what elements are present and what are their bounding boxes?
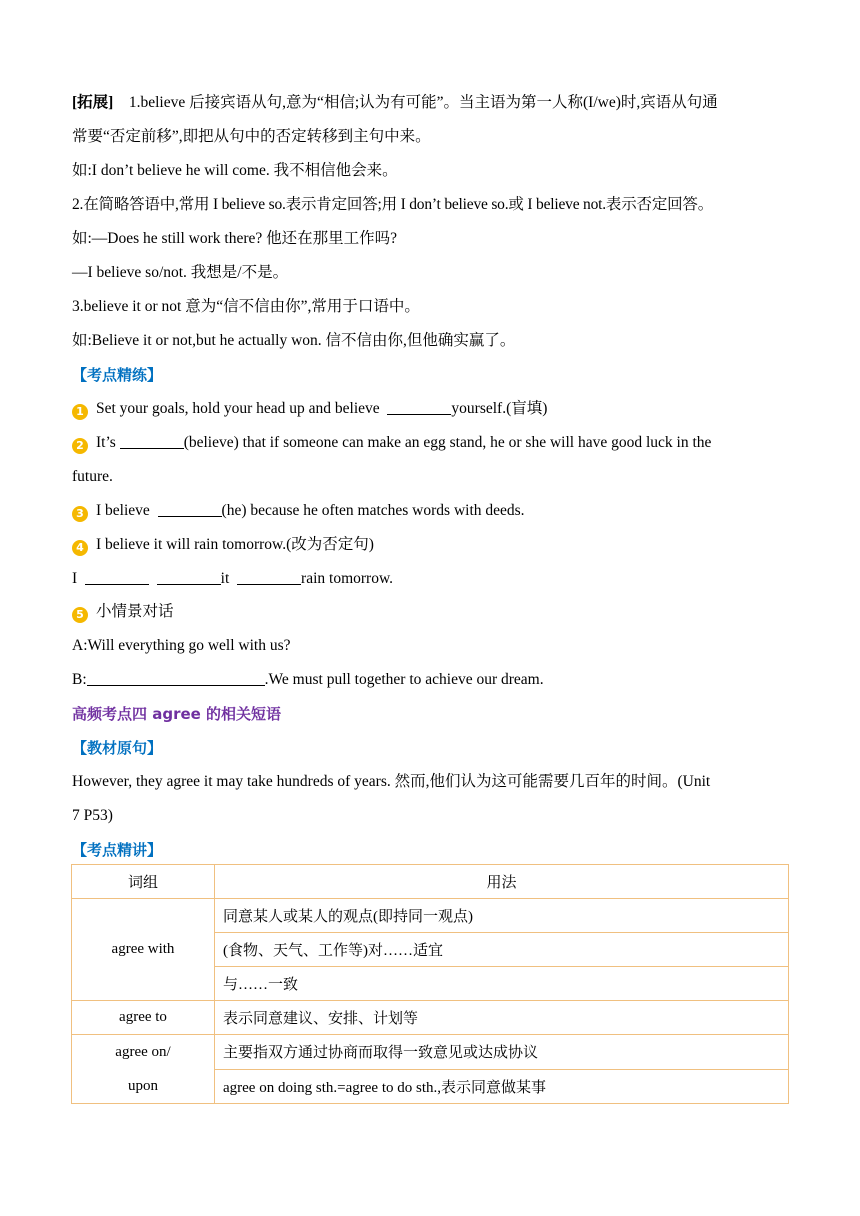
dialogue-line-a: A:Will everything go well with us? [72, 637, 291, 654]
topic-title: 高频考点四 agree 的相关短语 [72, 705, 282, 723]
usage-cell: 与……一致 [215, 967, 789, 1001]
usage-cell: 主要指双方通过协商而取得一致意见或达成协议 [215, 1035, 789, 1070]
expand-paragraph-3: 3.believe it or not 意为“信不信由你”,常用于口语中。 [72, 298, 420, 315]
answer-blank[interactable] [85, 570, 149, 585]
practice-question-5: 5 小情景对话 [72, 601, 800, 623]
expand-p1-line1: 1.believe 后接宾语从句,意为“相信;认为有可能”。当主语为第一人称(I/we)时,宾语从句通 [128, 94, 718, 111]
question-number-badge: 2 [72, 438, 88, 454]
practice-question-4-answer-line: I it rain tomorrow. [72, 570, 394, 587]
table-row [72, 1035, 789, 1070]
answer-blank[interactable] [120, 434, 184, 449]
expand-paragraph-1 [72, 92, 800, 114]
expand-example-2-answer: —I believe so/not. 我想是/不是。 [72, 264, 289, 281]
usage-cell: 同意某人或某人的观点(即持同一观点) [215, 899, 789, 933]
answer-blank[interactable] [158, 502, 222, 517]
question-number-badge: 3 [72, 506, 88, 522]
table-row [72, 1001, 789, 1035]
question-number-badge: 4 [72, 540, 88, 556]
answer-blank[interactable] [387, 400, 451, 415]
question-number-badge: 1 [72, 404, 88, 420]
explain-heading: 【考点精讲】 [72, 841, 163, 859]
dialogue-line-b: B: .We must pull together to achieve our dream. [72, 671, 544, 688]
answer-blank[interactable] [87, 671, 265, 686]
question-number-badge: 5 [72, 607, 88, 623]
source-sentence-line2: 7 P53) [72, 807, 113, 824]
phrase-cell: agree with [72, 899, 215, 1001]
expand-tag: [拓展] [72, 94, 114, 111]
expand-example-3: 如:Believe it or not,but he actually won. 信不信由你,但他确实赢了。 [72, 332, 516, 349]
table-row [72, 899, 789, 933]
header-usage: 用法 [215, 865, 789, 899]
practice-question-3: 3 I believe (he) because he often matches words with deeds. [72, 500, 800, 522]
practice-question-1: 1 Set your goals, hold your head up and believe yourself.(盲填) [72, 398, 800, 420]
expand-p1-line2: 常要“否定前移”,即把从句中的否定转移到主句中来。 [72, 128, 431, 145]
usage-cell: agree on doing sth.=agree to do sth.,表示同意做某事 [215, 1069, 789, 1104]
practice-question-4: 4 I believe it will rain tomorrow.(改为否定句) [72, 534, 800, 556]
answer-blank[interactable] [157, 570, 221, 585]
phrase-cell: agree on/ upon [72, 1035, 215, 1104]
usage-table [71, 864, 789, 1104]
expand-example-1: 如:I don’t believe he will come. 我不相信他会来。 [72, 162, 398, 179]
source-heading: 【教材原句】 [72, 739, 163, 757]
answer-blank[interactable] [237, 570, 301, 585]
usage-cell: (食物、天气、工作等)对……适宜 [215, 933, 789, 967]
practice-question-2-continued: future. [72, 468, 113, 485]
table-header-row [72, 865, 789, 899]
source-sentence-line1: However, they agree it may take hundreds of years. 然而,他们认为这可能需要几百年的时间。(Unit [72, 773, 711, 790]
expand-paragraph-2: 2.在简略答语中,常用 I believe so.表示肯定回答;用 I don’t believe so.或 I believe not.表示否定回答。 [72, 196, 714, 213]
expand-example-2-question: 如:—Does he still work there? 他还在那里工作吗? [72, 230, 398, 247]
practice-heading: 【考点精练】 [72, 366, 163, 384]
header-phrase: 词组 [72, 865, 215, 899]
phrase-cell: agree to [72, 1001, 215, 1035]
practice-question-2: 2 It’s (believe) that if someone can make an egg stand, he or she will have good luck in the [72, 432, 800, 454]
usage-cell: 表示同意建议、安排、计划等 [215, 1001, 789, 1035]
